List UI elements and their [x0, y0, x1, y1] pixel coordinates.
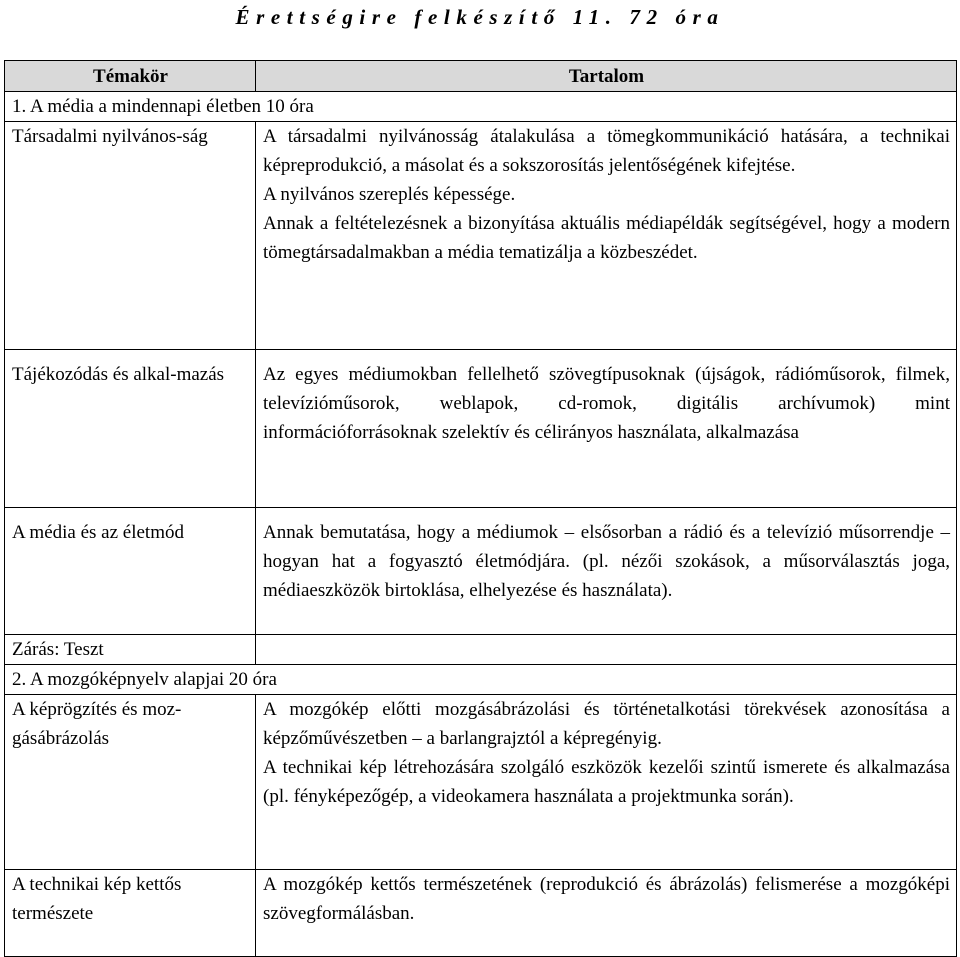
- section-row: [5, 92, 957, 122]
- content-paragraph: Annak bemutatása, hogy a médiumok – elsősorban a rádió és a televízió műsorrendje – hogyan hat a fogyasztó életmódjára. (pl. nézői szokások, a műsorválasztás joga, médiaeszközök birtoklása, elhelyezése és használata).: [263, 522, 950, 601]
- table-header-row: [5, 61, 957, 92]
- table-row: [5, 122, 957, 350]
- table-row: [5, 508, 957, 635]
- column-header-topic: Témakör: [5, 61, 256, 92]
- content-cell: [256, 695, 957, 870]
- content-paragraph: Annak a feltételezésnek a bizonyítása aktuális médiapéldák segítségével, hogy a modern tömegtársadalmakban a média tematizálja a közbeszédet.: [263, 213, 950, 263]
- column-header-content: Tartalom: [256, 61, 957, 92]
- topic-cell: Zárás: Teszt: [5, 635, 256, 665]
- content-paragraph: A technikai kép létrehozására szolgáló eszközök kezelői szintű ismerete és alkalmazása (pl. fényképezőgép, a videokamera használata a projektmunka során).: [263, 757, 950, 807]
- content-paragraph: A nyilvános szereplés képessége.: [263, 184, 516, 205]
- content-paragraph: A mozgókép előtti mozgásábrázolási és történetalkotási törekvések azonosítása a képzőművészetben – a barlangrajztól a képregényig.: [263, 699, 950, 749]
- section-title: 1. A média a mindennapi életben 10 óra: [5, 92, 957, 122]
- page-title: Érettségire felkészítő 11. 72 óra: [235, 5, 725, 29]
- content-paragraph: A társadalmi nyilvánosság átalakulása a tömegkommunikáció hatására, a technikai képreprodukció, a másolat és a sokszorosítás jelentőségének kifejtése.: [263, 126, 950, 176]
- content-paragraph: A mozgókép kettős természetének (reprodukció és ábrázolás) felismerése a mozgóképi szövegformálásban.: [263, 874, 950, 924]
- section-row: [5, 665, 957, 695]
- topic-cell: A képrögzítés és moz-gásábrázolás: [5, 695, 256, 870]
- curriculum-table: [4, 60, 957, 957]
- topic-cell: A média és az életmód: [5, 508, 256, 635]
- topic-cell: A technikai kép kettős természete: [5, 870, 256, 957]
- topic-cell: Tájékozódás és alkal-mazás: [5, 350, 256, 508]
- content-cell: [256, 350, 957, 508]
- content-paragraph: Az egyes médiumokban fellelhető szövegtípusoknak (újságok, rádióműsorok, filmek, televízióműsorok, weblapok, cd-romok, digitális archívumok) mint információforrásoknak szelektív és célirányos használata, alkalmazása: [263, 364, 950, 443]
- topic-cell: Társadalmi nyilvános-ság: [5, 122, 256, 350]
- section-title: 2. A mozgóképnyelv alapjai 20 óra: [5, 665, 957, 695]
- table-row: [5, 870, 957, 957]
- table-row: [5, 695, 957, 870]
- content-cell: [256, 122, 957, 350]
- table-row: [5, 635, 957, 665]
- content-cell: [256, 870, 957, 957]
- content-cell: [256, 508, 957, 635]
- table-row: [5, 350, 957, 508]
- content-cell: [256, 635, 957, 665]
